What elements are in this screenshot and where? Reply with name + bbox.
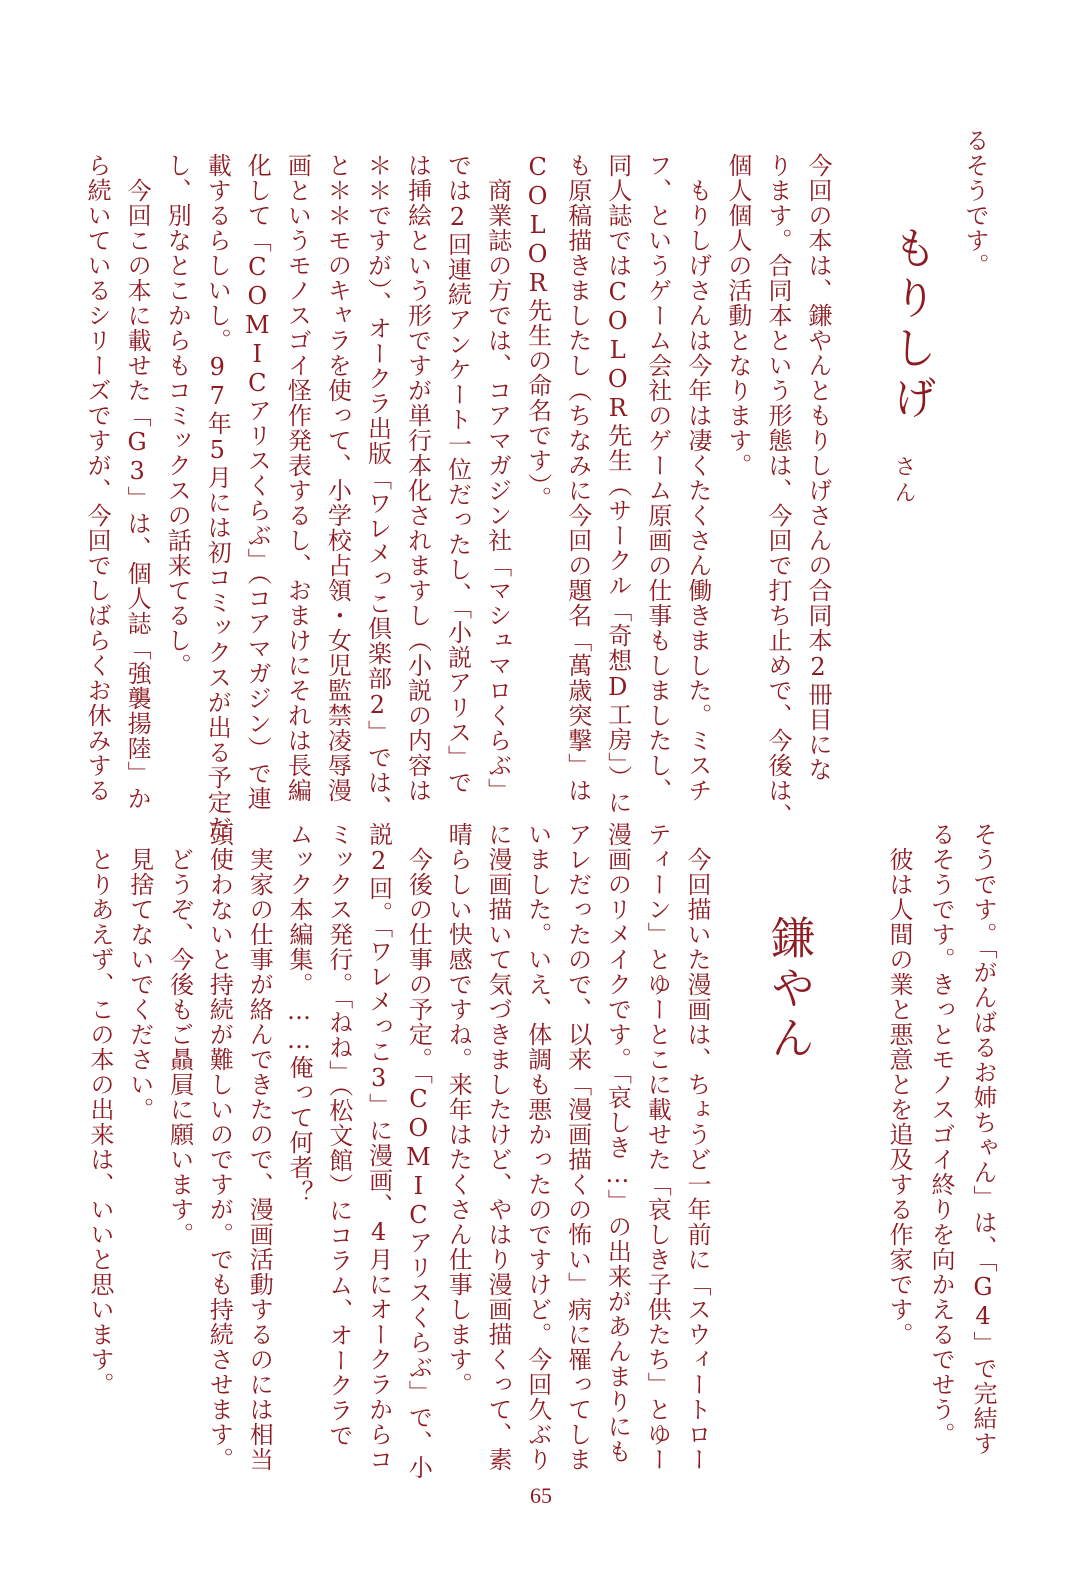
text-column: し、別なとこからもコミックスの話来てるし。 [163, 153, 192, 678]
text-column: 説2回。「ワレメっこ3」に漫画、4月にオークラからコ [364, 822, 393, 1472]
text-column: ミックス発行。「ねね」（松文館）にコラム、オークラで [324, 822, 353, 1448]
text-column: そうです。「がんばるお姉ちゃん」は、「G4」で完結す [969, 822, 997, 1456]
text-column: 晴らしい快感ですね。来年はたくさん仕事します。 [444, 822, 473, 1397]
text-column: 今回描いた漫画は、ちょうど一年前に「スウィートロー [683, 822, 711, 1472]
section-heading-kamayan: 鎌やん [763, 915, 814, 1065]
text-column: いました。いえ、体調も悪かったのですけど。今回久ぶり [523, 822, 552, 1472]
text-column: 化して「COMICアリスくらぶ」（コアマガジン）で連 [243, 153, 272, 811]
text-column: 漫画のリメイクです。「哀しき…」の出来があんまりにも [603, 822, 632, 1464]
page-number: 65 [530, 1483, 552, 1508]
text-column: とりあえず、この本の出来は、いいと思います。 [86, 822, 114, 1397]
text-column: 今後の仕事の予定。「COMICアリスくらぶ」で、小 [404, 822, 433, 1480]
text-column: は挿絵という形ですが単行本化されますし（小説の内容は [403, 153, 432, 803]
text-column: もりしげさんは今年は凄くたくさん働きました。ミスチ [683, 153, 712, 803]
text-column: 載するらしいし。97年5月には初コミックスが出る予定だ [203, 153, 232, 840]
text-column: 今回この本に載せた「G3」は、個人誌「強襲揚陸」か [123, 153, 152, 811]
text-column: 実家の仕事が絡んできたので、漫画活動するのには相当 [245, 822, 274, 1472]
text-column: どうぞ、今後もご贔屓に願います。 [165, 822, 194, 1247]
text-column: 見捨てないでください。 [125, 822, 154, 1122]
text-column: ら続いているシリーズですが、今回でしばらくお休みする [83, 153, 112, 803]
text-column: に漫画描いて気づきましたけど、やはり漫画描くって、素 [484, 822, 512, 1472]
text-column: 彼は人間の業と悪意とを追及する作家です。 [885, 822, 913, 1347]
text-column: ＊＊ですが）、オークラ出版「ワレメっこ倶楽部2」では、 [363, 153, 392, 820]
text-column: ります。合同本という形態は、今回で打ち止めで、今後は、 [763, 153, 792, 828]
section-heading-morishige: もりしげ [885, 225, 936, 425]
text-column: 頭使わないと持続が難しいのですが。でも持続させます。 [205, 822, 234, 1472]
text-column: アレだったので、以来「漫画描くの怖い」病に罹ってしま [563, 822, 592, 1472]
text-column: COLOR先生の命名です）。 [523, 153, 552, 511]
section-heading-honorific: さん [891, 455, 916, 507]
text-column: 個人個人の活動となります。 [723, 153, 752, 478]
text-column: 同人誌ではCOLOR先生（サークル「奇想D工房」）に [603, 153, 632, 815]
text-column: フ、というゲーム会社のゲーム原画の仕事もしましたし、 [643, 153, 672, 803]
text-column: ムック本編集。……俺って何者？ [285, 822, 313, 1205]
text-column: では2回連続アンケート一位だったし、「小説アリス」で [443, 153, 472, 795]
text-column: 画というモノスゴイ怪作発表するし、おまけにそれは長編 [283, 153, 312, 803]
text-column: も原稿描きましたし（ちなみに今回の題名「萬歳突撃」は [563, 153, 592, 803]
text-column: 商業誌の方では、コアマガジン社「マシュマロくらぶ」 [483, 153, 512, 803]
text-column: るそうです。 [961, 128, 989, 278]
text-column: 今回の本は、鎌やんともりしげさんの合同本2冊目にな [804, 153, 832, 782]
text-column: ティーン」とゆーとこに載せた「哀しき子供たち」とゆー [643, 822, 672, 1472]
text-column: るそうです。きっとモノスゴイ終りを向かえるでせう。 [927, 822, 955, 1447]
text-column: と＊＊モのキャラを使って、小学校占領・女児監禁凌辱漫 [323, 153, 352, 803]
